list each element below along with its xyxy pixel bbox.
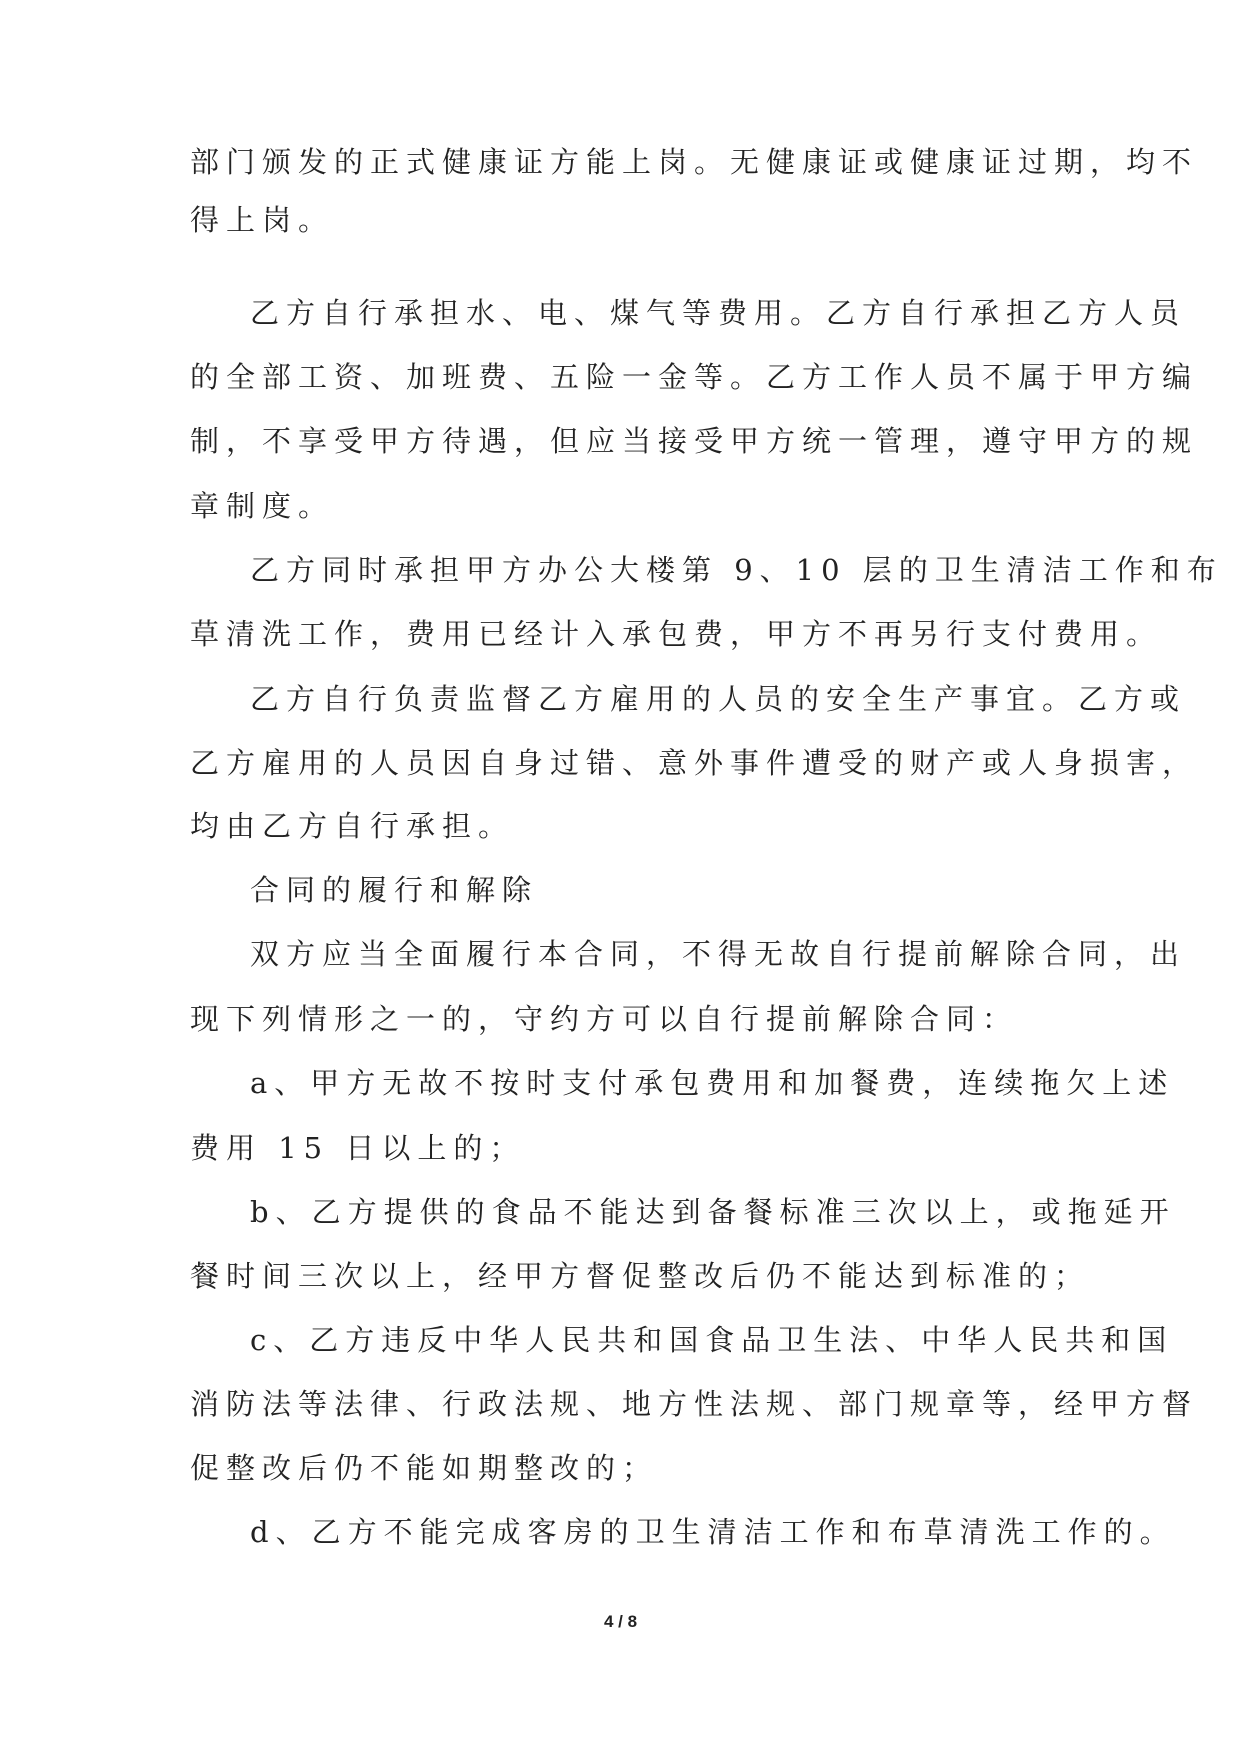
body-line: 消防法等法律、行政法规、地方性法规、部门规章等，经甲方督 xyxy=(190,1387,1199,1421)
body-line: 均由乙方自行承担。 xyxy=(190,809,515,843)
list-item-c: c、乙方违反中华人民共和国食品卫生法、中华人民共和国 xyxy=(250,1323,1174,1357)
body-line: 餐时间三次以上，经甲方督促整改后仍不能达到标准的； xyxy=(190,1259,1091,1293)
body-line: 乙方同时承担甲方办公大楼第 9、10 层的卫生清洁工作和布 xyxy=(250,553,1223,587)
body-line: 双方应当全面履行本合同，不得无故自行提前解除合同，出 xyxy=(250,937,1187,971)
body-line: 乙方雇用的人员因自身过错、意外事件遭受的财产或人身损害， xyxy=(190,746,1199,780)
body-line: 乙方自行负责监督乙方雇用的人员的安全生产事宜。乙方或 xyxy=(250,682,1187,716)
body-line: 得上岗。 xyxy=(190,203,335,237)
body-line: 章制度。 xyxy=(190,489,335,523)
list-item-d: d、乙方不能完成客房的卫生清洁工作和布草清洗工作的。 xyxy=(250,1515,1176,1549)
body-line: 制，不享受甲方待遇，但应当接受甲方统一管理，遵守甲方的规 xyxy=(190,424,1199,458)
body-line: 促整改后仍不能如期整改的； xyxy=(190,1451,659,1485)
list-item-a: a、甲方无故不按时支付承包费用和加餐费，连续拖欠上述 xyxy=(250,1066,1175,1100)
body-line: 的全部工资、加班费、五险一金等。乙方工作人员不属于甲方编 xyxy=(190,360,1199,394)
body-line: 草清洗工作，费用已经计入承包费，甲方不再另行支付费用。 xyxy=(190,617,1163,651)
page-number: 4 / 8 xyxy=(603,1612,638,1631)
body-line: 乙方自行承担水、电、煤气等费用。乙方自行承担乙方人员 xyxy=(250,296,1187,330)
body-line: 部门颁发的正式健康证方能上岗。无健康证或健康证过期，均不 xyxy=(190,145,1199,179)
list-item-b: b、乙方提供的食品不能达到备餐标准三次以上，或拖延开 xyxy=(250,1195,1176,1229)
section-heading: 合同的履行和解除 xyxy=(250,873,539,907)
body-line: 现下列情形之一的，守约方可以自行提前解除合同： xyxy=(190,1002,1019,1036)
body-line: 费用 15 日以上的； xyxy=(190,1131,526,1165)
